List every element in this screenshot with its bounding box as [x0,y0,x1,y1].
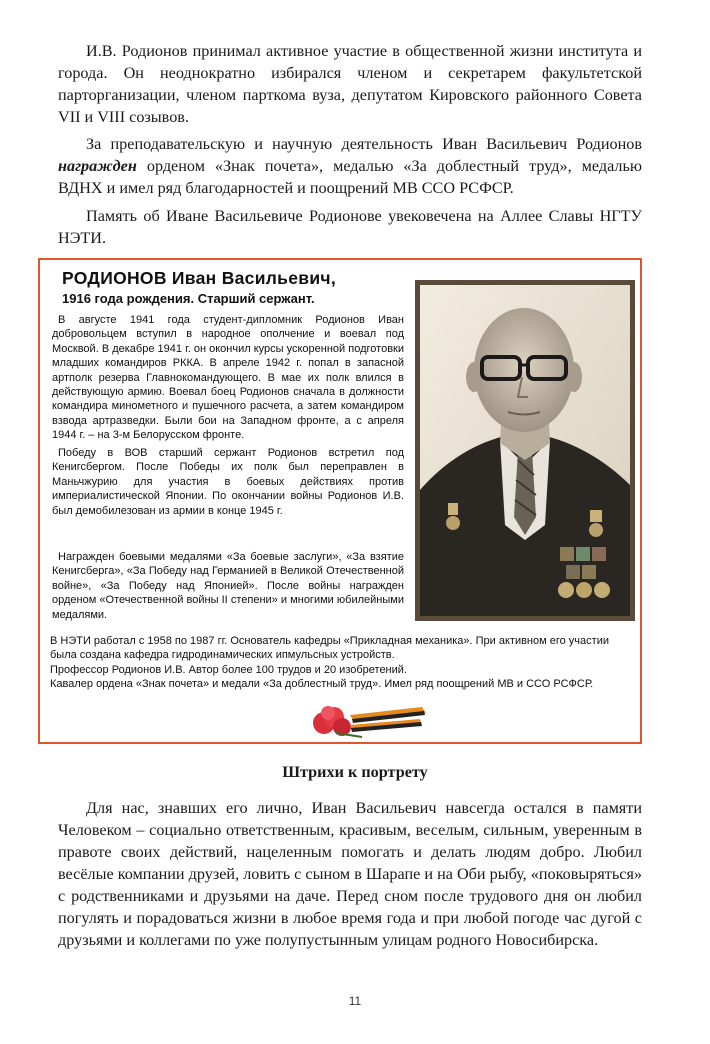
page-number: 11 [348,994,362,1008]
card-text-career [50,634,634,692]
card-career-line-2: Профессор Родионов И.В. Автор более 100 трудов и 20 изобретений. [50,663,407,676]
awards-text-end: орденом «Знак почета», медалью «За доблестный труд», медалью ВДНХ и имел ряд благодарностей и поощрений МВ ССО РСФСР. [58,157,642,197]
awards-emphasis: награжден [58,157,137,175]
paragraph-portrait-traits: Для нас, знавших его лично, Иван Васильевич навсегда остался в памяти Человеком – социально ответственным, красивым, веселым, сильным, уверенным в правоте своих действий, нацеленным помогать и делать людям добро. Любил весёлые компании друзей, ловить с сыном в Шарапе и на Оби рыбу, «поковыряться» с родственниками и друзьями на даче. Перед сном после трудового дня он любил погулять и порадоваться жизни в любое время года и при любой погоде час дугой с друзьями и коллегами по уже полупустынным улицам родного Новосибирска. [58,799,642,949]
card-text-victory: Победу в ВОВ старший сержант Родионов встретил под Кенигсбергом. После Победы их полк был переправлен в Маньчжурию для участия в боевых действиях против империалистической Японии. По окончании войны Родионов И.В. был демобилезован из армии в конце 1945 г. [52,447,404,517]
card-name: РОДИОНОВ Иван Васильевич, [62,268,337,288]
paragraph-memory: Память об Иване Васильевиче Родионове увековечена на Аллее Славы НГТУ НЭТИ. [58,207,642,247]
portrait-frame [415,280,635,621]
memorial-card [38,258,642,744]
paragraph-public-life: И.В. Родионов принимал активное участие в общественной жизни института и города. Он неоднократно избирался членом и секретарем факультетской парторганизации, членом парткома вуза, депутатом Кировского районного Совета VII и VIII созывов. [58,42,642,126]
card-career-line-1: В НЭТИ работал с 1958 по 1987 гг. Основатель кафедры «Прикладная механика». При активном его участии была создана кафедра гидродинамических ипмульсных устройств. [50,635,609,662]
portrait-photo [420,285,630,616]
carnations-ribbon-image [302,697,432,741]
section-heading: Штрихи к портрету [282,763,428,781]
paragraph-awards [58,133,642,199]
card-text-war-service: В августе 1941 года студент-дипломник Родионов Иван добровольцем вступил в народное ополчение и воевал под Москвой. В декабре 1941 г. он окончил курсы ускоренной подготовки младших командиров РККА. В апреле 1942 г. попал в запасной артполк резерва Главнокомандующего. В мае их полк влился в действующую армию. Воевал боец Родионов сначала в должности командира минометного и пушечного расчета, а затем командиром взвода артразведки. Были бои на Западном фронте, а с апреля 1944 г. – на 3-м Белорусском фронте. [52,314,404,442]
awards-text-start: За преподавательскую и научную деятельность Иван Васильевич Родионов [86,135,642,153]
card-text-medals: Награжден боевыми медалями «За боевые заслуги», «За взятие Кенигсберга», «За Победу над Германией в Великой Отечественной войне», «За Победу над Японией». После войны награжден орденом «Отечественной войны II степени» и многими юбилейными медалями. [52,551,404,621]
st-george-ribbon-icon [350,707,426,732]
card-subtitle: 1916 года рождения. Старший сержант. [62,291,315,306]
carnation-flower-icon [313,706,351,736]
card-career-line-3: Кавалер ордена «Знак почета» и медали «За доблестный труд». Имел ряд поощрений МВ и ССО РСФСР. [50,678,594,691]
